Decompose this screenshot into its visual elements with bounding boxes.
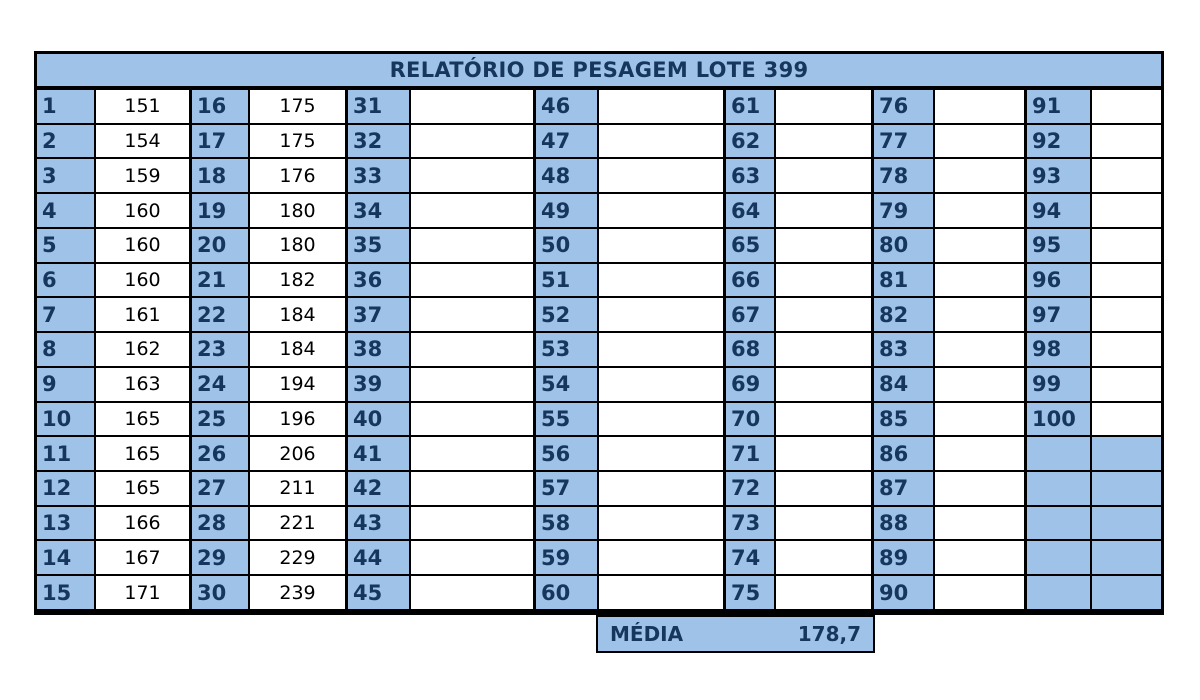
weight-value-cell: 175 <box>250 125 345 158</box>
lot-number-cell: 66 <box>726 264 774 297</box>
weight-value-cell <box>1092 333 1161 366</box>
average-box <box>596 615 875 653</box>
weight-value-cell <box>1092 264 1161 297</box>
lot-number-cell: 92 <box>1027 125 1090 158</box>
weight-value-cell <box>599 403 723 436</box>
lot-number-cell: 68 <box>726 333 774 366</box>
weight-value-cell <box>411 90 533 123</box>
lot-number-cell: 19 <box>192 194 248 227</box>
weight-value-cell: 167 <box>96 541 189 574</box>
weight-value-cell <box>599 368 723 401</box>
lot-number-cell: 97 <box>1027 298 1090 331</box>
lot-number-cell: 67 <box>726 298 774 331</box>
lot-number-cell <box>1027 437 1090 470</box>
weight-value-cell <box>1092 194 1161 227</box>
weight-value-cell <box>1092 159 1161 192</box>
weight-value-cell: 162 <box>96 333 189 366</box>
lot-number-cell: 86 <box>874 437 933 470</box>
lot-number-cell: 59 <box>536 541 597 574</box>
lot-number-cell <box>1027 507 1090 540</box>
weight-value-cell <box>776 264 871 297</box>
lot-number-cell: 76 <box>874 90 933 123</box>
weight-value-cell <box>411 125 533 158</box>
weight-value-cell <box>411 507 533 540</box>
weight-value-cell <box>776 159 871 192</box>
lot-number-cell: 80 <box>874 229 933 262</box>
lot-number-cell <box>1027 472 1090 505</box>
lot-number-cell: 73 <box>726 507 774 540</box>
lot-number-cell: 33 <box>348 159 409 192</box>
lot-number-cell: 56 <box>536 437 597 470</box>
lot-number-cell <box>1027 541 1090 574</box>
lot-number-cell: 52 <box>536 298 597 331</box>
lot-number-cell: 58 <box>536 507 597 540</box>
lot-number-cell: 2 <box>37 125 94 158</box>
average-value: 178,7 <box>797 622 861 646</box>
lot-number-cell: 28 <box>192 507 248 540</box>
weight-value-cell <box>935 403 1024 436</box>
weight-value-cell: 239 <box>250 576 345 609</box>
weight-value-cell: 151 <box>96 90 189 123</box>
weight-value-cell <box>411 264 533 297</box>
lot-number-cell: 34 <box>348 194 409 227</box>
weight-value-cell <box>776 403 871 436</box>
weight-value-cell: 211 <box>250 472 345 505</box>
lot-number-cell: 18 <box>192 159 248 192</box>
lot-number-cell: 51 <box>536 264 597 297</box>
weight-value-cell <box>776 541 871 574</box>
weight-value-cell: 196 <box>250 403 345 436</box>
weight-value-cell: 184 <box>250 333 345 366</box>
lot-number-cell: 78 <box>874 159 933 192</box>
weight-value-cell <box>1092 90 1161 123</box>
lot-number-cell: 23 <box>192 333 248 366</box>
lot-number-cell: 85 <box>874 403 933 436</box>
lot-number-cell: 30 <box>192 576 248 609</box>
weight-value-cell <box>935 368 1024 401</box>
weight-value-cell <box>935 472 1024 505</box>
weight-value-cell: 182 <box>250 264 345 297</box>
lot-number-cell: 41 <box>348 437 409 470</box>
weight-value-cell <box>776 576 871 609</box>
lot-number-cell: 12 <box>37 472 94 505</box>
weight-value-cell <box>599 159 723 192</box>
weight-value-cell: 165 <box>96 472 189 505</box>
lot-number-cell: 61 <box>726 90 774 123</box>
report-title: RELATÓRIO DE PESAGEM LOTE 399 <box>34 51 1164 89</box>
weight-value-cell: 176 <box>250 159 345 192</box>
lot-number-cell: 98 <box>1027 333 1090 366</box>
weight-value-cell: 194 <box>250 368 345 401</box>
weight-value-cell <box>599 298 723 331</box>
weight-value-cell: 180 <box>250 229 345 262</box>
weight-value-cell: 184 <box>250 298 345 331</box>
weight-value-cell: 161 <box>96 298 189 331</box>
weight-value-cell <box>1092 298 1161 331</box>
lot-number-cell: 89 <box>874 541 933 574</box>
lot-number-cell: 60 <box>536 576 597 609</box>
lot-number-cell: 54 <box>536 368 597 401</box>
lot-number-cell: 25 <box>192 403 248 436</box>
weight-value-cell <box>1092 541 1161 574</box>
lot-number-cell: 31 <box>348 90 409 123</box>
weight-value-cell <box>599 437 723 470</box>
lot-number-cell: 100 <box>1027 403 1090 436</box>
lot-number-cell: 79 <box>874 194 933 227</box>
weight-value-cell <box>935 264 1024 297</box>
lot-number-cell: 47 <box>536 125 597 158</box>
weight-value-cell <box>599 333 723 366</box>
lot-number-cell: 48 <box>536 159 597 192</box>
weight-value-cell <box>411 229 533 262</box>
weight-value-cell <box>1092 472 1161 505</box>
weight-value-cell: 221 <box>250 507 345 540</box>
lot-number-cell: 3 <box>37 159 94 192</box>
weight-value-cell <box>935 159 1024 192</box>
weight-value-cell <box>599 472 723 505</box>
weight-value-cell: 180 <box>250 194 345 227</box>
weight-value-cell <box>411 472 533 505</box>
weight-value-cell <box>935 333 1024 366</box>
weight-value-cell <box>776 507 871 540</box>
weight-value-cell <box>599 541 723 574</box>
lot-number-cell: 77 <box>874 125 933 158</box>
lot-number-cell: 57 <box>536 472 597 505</box>
weight-value-cell <box>411 298 533 331</box>
lot-number-cell: 10 <box>37 403 94 436</box>
weight-value-cell <box>599 264 723 297</box>
weight-value-cell <box>1092 507 1161 540</box>
lot-number-cell: 35 <box>348 229 409 262</box>
weight-value-cell <box>599 125 723 158</box>
weight-value-cell: 165 <box>96 437 189 470</box>
lot-number-cell: 36 <box>348 264 409 297</box>
average-label: MÉDIA <box>610 622 684 646</box>
lot-number-cell: 44 <box>348 541 409 574</box>
lot-number-cell: 99 <box>1027 368 1090 401</box>
weight-value-cell <box>776 194 871 227</box>
lot-number-cell: 69 <box>726 368 774 401</box>
lot-number-cell: 46 <box>536 90 597 123</box>
weight-value-cell: 160 <box>96 264 189 297</box>
lot-number-cell: 5 <box>37 229 94 262</box>
weight-value-cell: 160 <box>96 194 189 227</box>
lot-number-cell: 17 <box>192 125 248 158</box>
lot-number-cell: 63 <box>726 159 774 192</box>
weight-value-cell <box>935 437 1024 470</box>
weight-value-cell: 171 <box>96 576 189 609</box>
weight-value-cell <box>776 333 871 366</box>
weight-value-cell <box>1092 576 1161 609</box>
lot-number-cell: 81 <box>874 264 933 297</box>
lot-number-cell: 91 <box>1027 90 1090 123</box>
lot-number-cell: 1 <box>37 90 94 123</box>
weight-value-cell <box>411 368 533 401</box>
lot-number-cell: 8 <box>37 333 94 366</box>
lot-number-cell <box>1027 576 1090 609</box>
lot-number-cell: 72 <box>726 472 774 505</box>
lot-number-cell: 4 <box>37 194 94 227</box>
lot-number-cell: 84 <box>874 368 933 401</box>
lot-number-cell: 95 <box>1027 229 1090 262</box>
lot-number-cell: 45 <box>348 576 409 609</box>
weight-value-cell <box>935 507 1024 540</box>
weight-value-cell: 160 <box>96 229 189 262</box>
weight-value-cell <box>935 541 1024 574</box>
weighing-report-table <box>34 51 1164 615</box>
weight-value-cell <box>935 576 1024 609</box>
lot-number-cell: 90 <box>874 576 933 609</box>
weight-value-cell <box>776 368 871 401</box>
weight-value-cell <box>599 194 723 227</box>
weight-value-cell <box>599 576 723 609</box>
lot-number-cell: 75 <box>726 576 774 609</box>
weight-value-cell <box>411 333 533 366</box>
weight-value-cell <box>1092 125 1161 158</box>
lot-number-cell: 83 <box>874 333 933 366</box>
lot-number-cell: 65 <box>726 229 774 262</box>
weight-value-cell <box>935 90 1024 123</box>
lot-number-cell: 62 <box>726 125 774 158</box>
weight-value-cell <box>776 298 871 331</box>
weight-value-cell <box>776 437 871 470</box>
lot-number-cell: 9 <box>37 368 94 401</box>
weight-value-cell <box>935 229 1024 262</box>
weight-value-cell <box>599 229 723 262</box>
weight-value-cell <box>411 576 533 609</box>
lot-number-cell: 42 <box>348 472 409 505</box>
lot-number-cell: 24 <box>192 368 248 401</box>
weight-value-cell <box>1092 368 1161 401</box>
weight-value-cell: 229 <box>250 541 345 574</box>
lot-number-cell: 39 <box>348 368 409 401</box>
lot-number-cell: 13 <box>37 507 94 540</box>
lot-number-cell: 20 <box>192 229 248 262</box>
weight-value-cell <box>1092 437 1161 470</box>
weight-value-cell: 154 <box>96 125 189 158</box>
lot-number-cell: 93 <box>1027 159 1090 192</box>
weight-value-cell <box>1092 229 1161 262</box>
weight-value-cell <box>776 472 871 505</box>
lot-number-cell: 29 <box>192 541 248 574</box>
lot-number-cell: 88 <box>874 507 933 540</box>
lot-number-cell: 16 <box>192 90 248 123</box>
lot-number-cell: 40 <box>348 403 409 436</box>
weight-value-cell: 175 <box>250 90 345 123</box>
lot-number-cell: 49 <box>536 194 597 227</box>
lot-number-cell: 94 <box>1027 194 1090 227</box>
lot-number-cell: 50 <box>536 229 597 262</box>
lot-number-cell: 87 <box>874 472 933 505</box>
weight-value-cell <box>599 507 723 540</box>
lot-number-cell: 6 <box>37 264 94 297</box>
weight-value-cell: 163 <box>96 368 189 401</box>
weight-value-cell: 206 <box>250 437 345 470</box>
lot-number-cell: 37 <box>348 298 409 331</box>
lot-number-cell: 11 <box>37 437 94 470</box>
lot-number-cell: 71 <box>726 437 774 470</box>
lot-number-cell: 96 <box>1027 264 1090 297</box>
lot-number-cell: 26 <box>192 437 248 470</box>
lot-number-cell: 55 <box>536 403 597 436</box>
lot-number-cell: 70 <box>726 403 774 436</box>
lot-number-cell: 38 <box>348 333 409 366</box>
weight-value-cell <box>411 159 533 192</box>
weight-value-cell: 165 <box>96 403 189 436</box>
weight-value-cell <box>776 229 871 262</box>
lot-number-cell: 64 <box>726 194 774 227</box>
weight-value-cell: 159 <box>96 159 189 192</box>
lot-number-cell: 22 <box>192 298 248 331</box>
weight-value-cell <box>935 298 1024 331</box>
lot-number-cell: 15 <box>37 576 94 609</box>
lot-number-cell: 7 <box>37 298 94 331</box>
lot-number-cell: 32 <box>348 125 409 158</box>
lot-number-cell: 74 <box>726 541 774 574</box>
lot-number-cell: 14 <box>37 541 94 574</box>
weight-value-cell <box>411 437 533 470</box>
lot-number-cell: 53 <box>536 333 597 366</box>
weight-value-cell <box>935 194 1024 227</box>
weight-value-cell <box>411 403 533 436</box>
lot-number-cell: 43 <box>348 507 409 540</box>
weight-value-cell <box>1092 403 1161 436</box>
weight-value-cell <box>935 125 1024 158</box>
lot-number-cell: 21 <box>192 264 248 297</box>
lot-number-cell: 82 <box>874 298 933 331</box>
weight-value-cell <box>411 541 533 574</box>
lot-number-cell: 27 <box>192 472 248 505</box>
weight-value-cell: 166 <box>96 507 189 540</box>
weight-value-cell <box>599 90 723 123</box>
weight-value-cell <box>776 125 871 158</box>
weight-value-cell <box>411 194 533 227</box>
weight-value-cell <box>776 90 871 123</box>
